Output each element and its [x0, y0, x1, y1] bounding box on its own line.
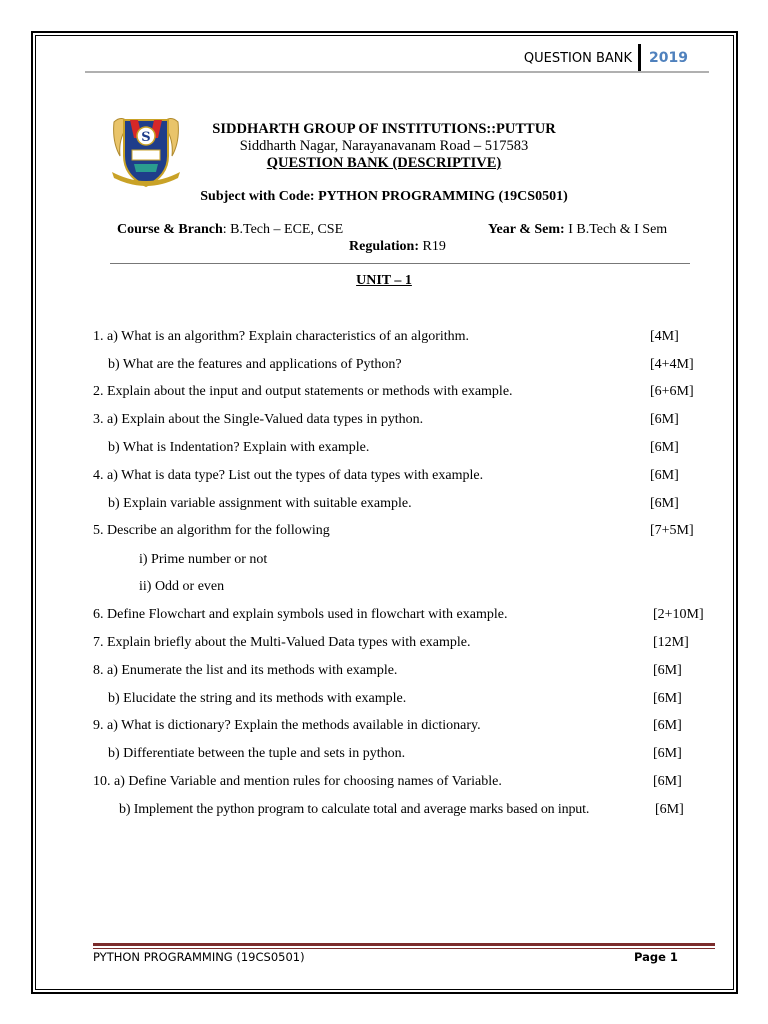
question-text: 10. a) Define Variable and mention rules for choosing names of Variable.: [93, 774, 502, 789]
question-marks: [6M]: [653, 718, 682, 733]
footer-rule-thin: [93, 948, 715, 949]
course-branch-value: : B.Tech – ECE, CSE: [222, 222, 344, 237]
question-text: 1. a) What is an algorithm? Explain characteristics of an algorithm.: [93, 329, 470, 344]
question-text: 3. a) Explain about the Single-Valued data types in python.: [93, 412, 424, 427]
institution-name: SIDDHARTH GROUP OF INSTITUTIONS::PUTTUR: [212, 121, 556, 137]
year-sem-label: Year & Sem:: [488, 222, 565, 237]
question-text: b) What are the features and applications of Python?: [108, 357, 402, 372]
question-marks: [6M]: [650, 496, 679, 511]
regulation: [349, 239, 446, 255]
regulation-label: Regulation:: [349, 239, 419, 254]
subject-with-code: Subject with Code: PYTHON PROGRAMMING (19CS0501): [200, 189, 568, 204]
question-marks: [6M]: [653, 691, 682, 706]
question-marks: [6M]: [653, 663, 682, 678]
year-sem: [488, 222, 667, 238]
question-marks: [4+4M]: [650, 357, 694, 372]
question-text: b) Explain variable assignment with suitable example.: [108, 496, 412, 511]
header-label: QUESTION BANK: [523, 50, 633, 66]
institution-address: Siddharth Nagar, Narayanavanam Road – 517583: [239, 138, 529, 154]
page-header: [524, 44, 688, 72]
course-branch-label: Course & Branch: [117, 222, 223, 237]
footer-page-number: Page 1: [634, 950, 678, 964]
question-subitem: ii) Odd or even: [139, 579, 225, 594]
header-year: 2019: [649, 50, 688, 66]
question-marks: [2+10M]: [653, 607, 704, 622]
question-marks: [7+5M]: [650, 523, 694, 538]
question-text: 2. Explain about the input and output statements or methods with example.: [93, 384, 513, 399]
question-marks: [6M]: [653, 746, 682, 761]
question-marks: [6M]: [650, 468, 679, 483]
section-divider: [110, 263, 690, 264]
question-text: b) What is Indentation? Explain with example.: [108, 440, 370, 455]
footer-rule-thick: [93, 943, 715, 946]
question-text: 7. Explain briefly about the Multi-Valued Data types with example.: [93, 635, 471, 650]
question-bank-type: QUESTION BANK (DESCRIPTIVE): [266, 155, 502, 171]
question-text: b) Elucidate the string and its methods with example.: [108, 691, 407, 706]
question-text: 8. a) Enumerate the list and its methods with example.: [93, 663, 398, 678]
question-marks: [6M]: [655, 802, 684, 817]
question-marks: [12M]: [653, 635, 689, 650]
unit-heading: UNIT – 1: [356, 273, 412, 288]
header-rule: [85, 71, 709, 73]
question-text: 4. a) What is data type? List out the types of data types with example.: [93, 468, 484, 483]
question-marks: [6M]: [650, 412, 679, 427]
year-sem-value: I B.Tech & I Sem: [564, 222, 668, 237]
question-text: 9. a) What is dictionary? Explain the methods available in dictionary.: [93, 718, 481, 733]
footer-subject: PYTHON PROGRAMMING (19CS0501): [93, 950, 305, 964]
question-marks: [6M]: [650, 440, 679, 455]
course-branch: [117, 222, 343, 238]
question-marks: [6M]: [653, 774, 682, 789]
question-subitem: i) Prime number or not: [139, 552, 268, 567]
question-text: 5. Describe an algorithm for the following: [93, 523, 330, 538]
svg-text:S: S: [141, 130, 151, 145]
question-marks: [4M]: [650, 329, 679, 344]
question-text: 6. Define Flowchart and explain symbols used in flowchart with example.: [93, 607, 508, 622]
question-text: b) Differentiate between the tuple and sets in python.: [108, 746, 406, 761]
question-text: b) Implement the python program to calculate total and average marks based on input.: [119, 802, 590, 817]
regulation-value: R19: [419, 239, 446, 254]
question-marks: [6+6M]: [650, 384, 694, 399]
